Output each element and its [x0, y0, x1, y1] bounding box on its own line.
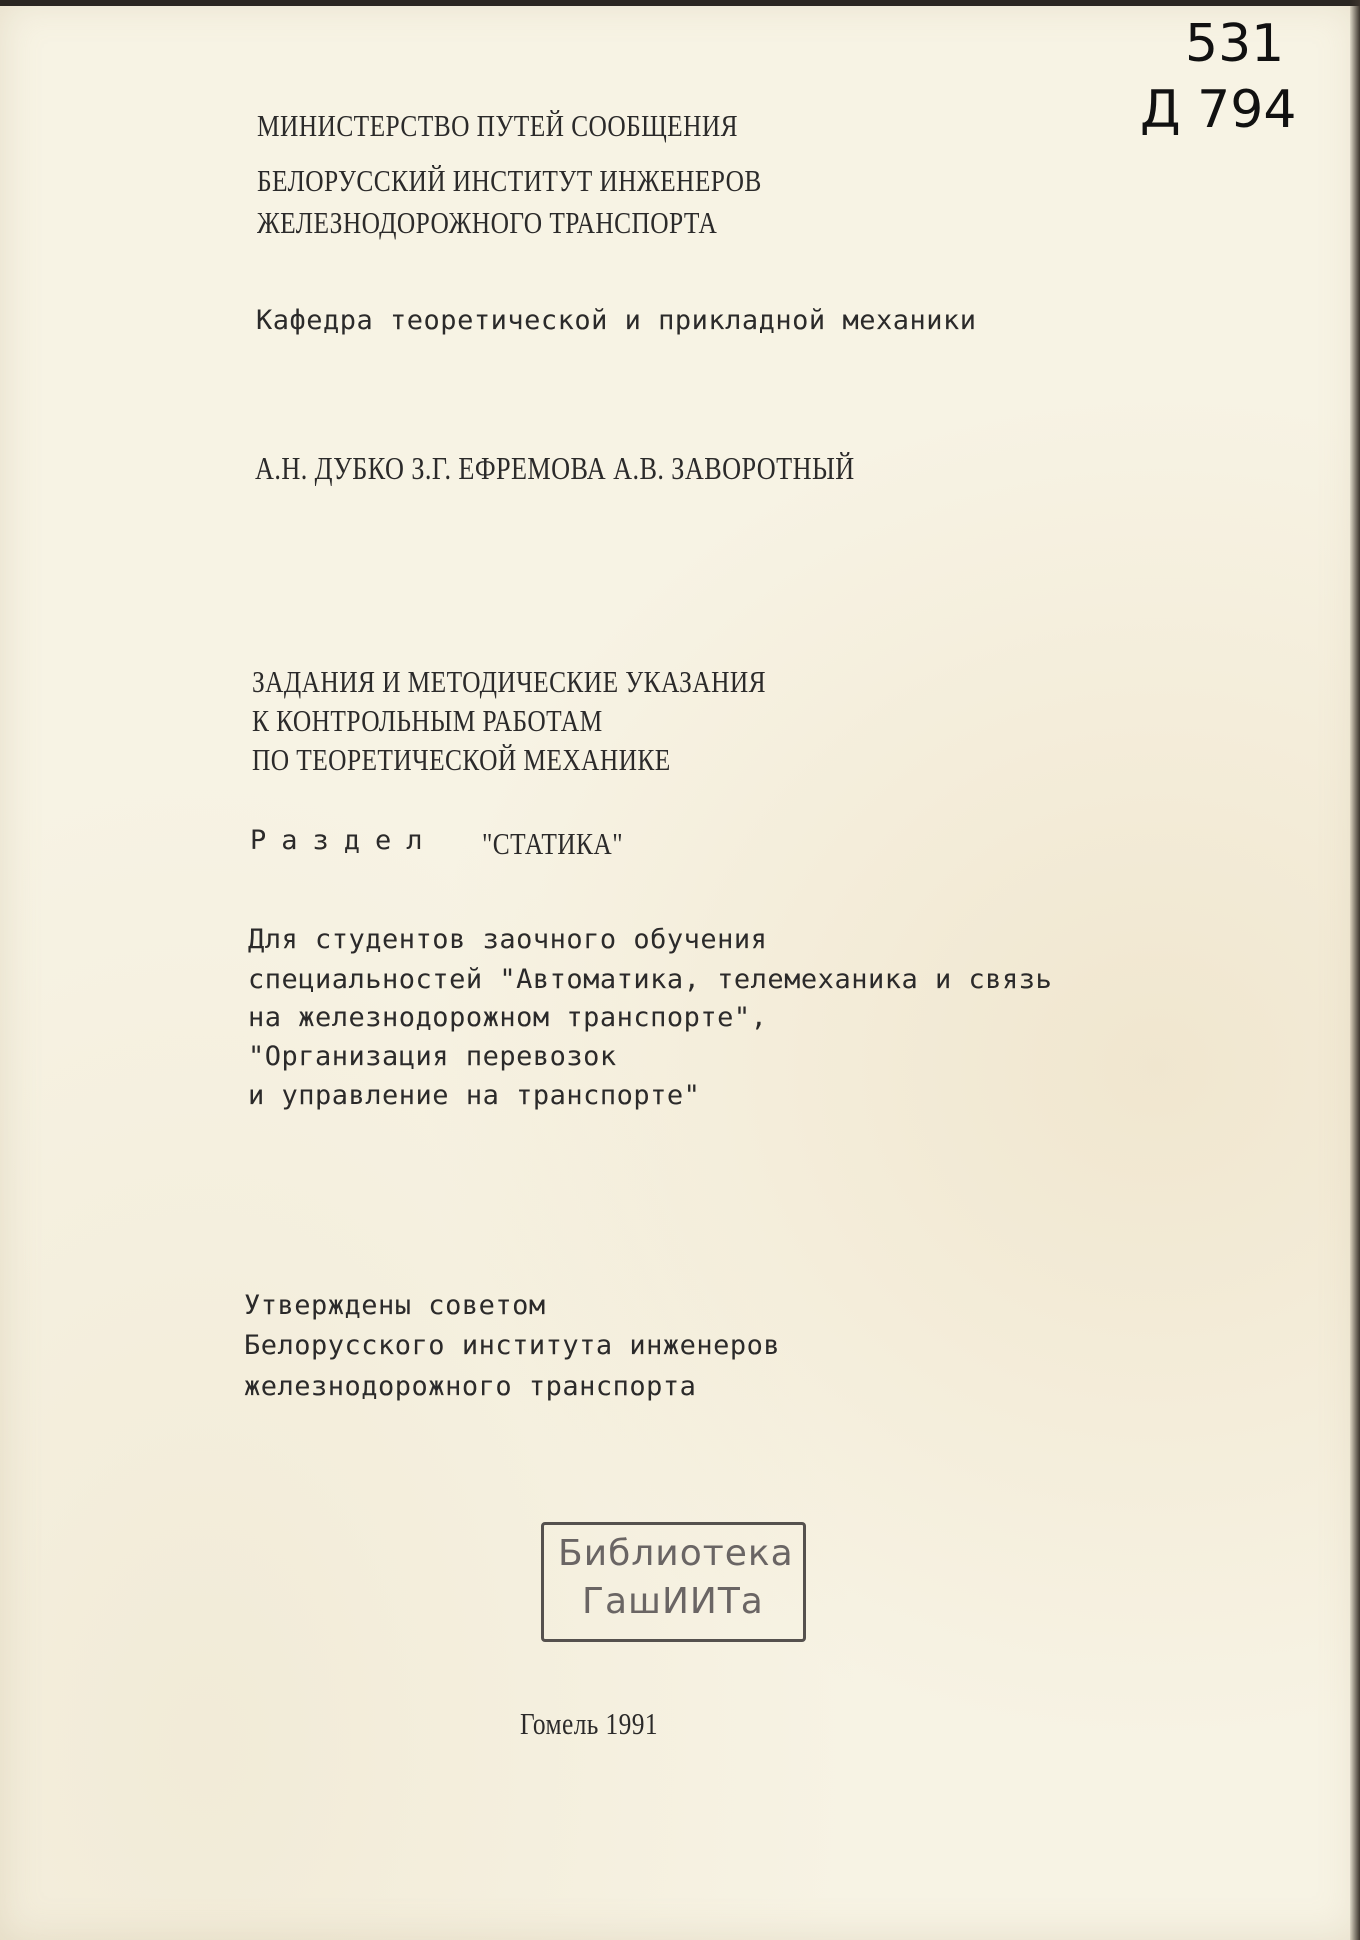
audience-line5: и управление на транспорте"	[248, 1080, 701, 1111]
ministry-name: МИНИСТЕРСТВО ПУТЕЙ СООБЩЕНИЯ	[257, 108, 738, 143]
title-line2: К КОНТРОЛЬНЫМ РАБОТАМ	[252, 703, 603, 738]
approval-line2: Белорусского института инженеров	[244, 1330, 781, 1361]
scan-right-edge	[1350, 0, 1360, 1940]
place-and-year: Гомель 1991	[520, 1706, 659, 1741]
stamp-line1: Библиотека	[558, 1533, 794, 1574]
institute-name-line2: ЖЕЛЕЗНОДОРОЖНОГО ТРАНСПОРТА	[257, 205, 718, 240]
institute-name-line1: БЕЛОРУССКИЙ ИНСТИТУТ ИНЖЕНЕРОВ	[257, 163, 762, 198]
section-label: Раздел	[250, 825, 438, 856]
stamp-line2: ГашИИТа	[582, 1581, 764, 1622]
approval-line1: Утверждены советом	[244, 1290, 546, 1321]
audience-line3: на железнодорожном транспорте",	[248, 1002, 768, 1033]
audience-line4: "Организация перевозок	[248, 1041, 617, 1072]
audience-line2: специальностей "Автоматика, телемеханика и связь	[248, 964, 1053, 995]
library-stamp	[541, 1522, 806, 1642]
section-name: "СТАТИКА"	[482, 826, 623, 861]
title-line3: ПО ТЕОРЕТИЧЕСКОЙ МЕХАНИКЕ	[252, 742, 671, 777]
shelf-mark-code: Д 794	[1140, 80, 1297, 140]
audience-line1: Для студентов заочного обучения	[248, 924, 768, 955]
authors: А.Н. ДУБКО З.Г. ЕФРЕМОВА А.В. ЗАВОРОТНЫЙ	[255, 450, 855, 486]
approval-line3: железнодорожного транспорта	[244, 1371, 697, 1402]
scan-top-edge	[0, 0, 1360, 6]
shelf-mark-number: 531	[1185, 14, 1285, 74]
department-name: Кафедра теоретической и прикладной механики	[256, 305, 977, 336]
title-line1: ЗАДАНИЯ И МЕТОДИЧЕСКИЕ УКАЗАНИЯ	[252, 664, 766, 699]
